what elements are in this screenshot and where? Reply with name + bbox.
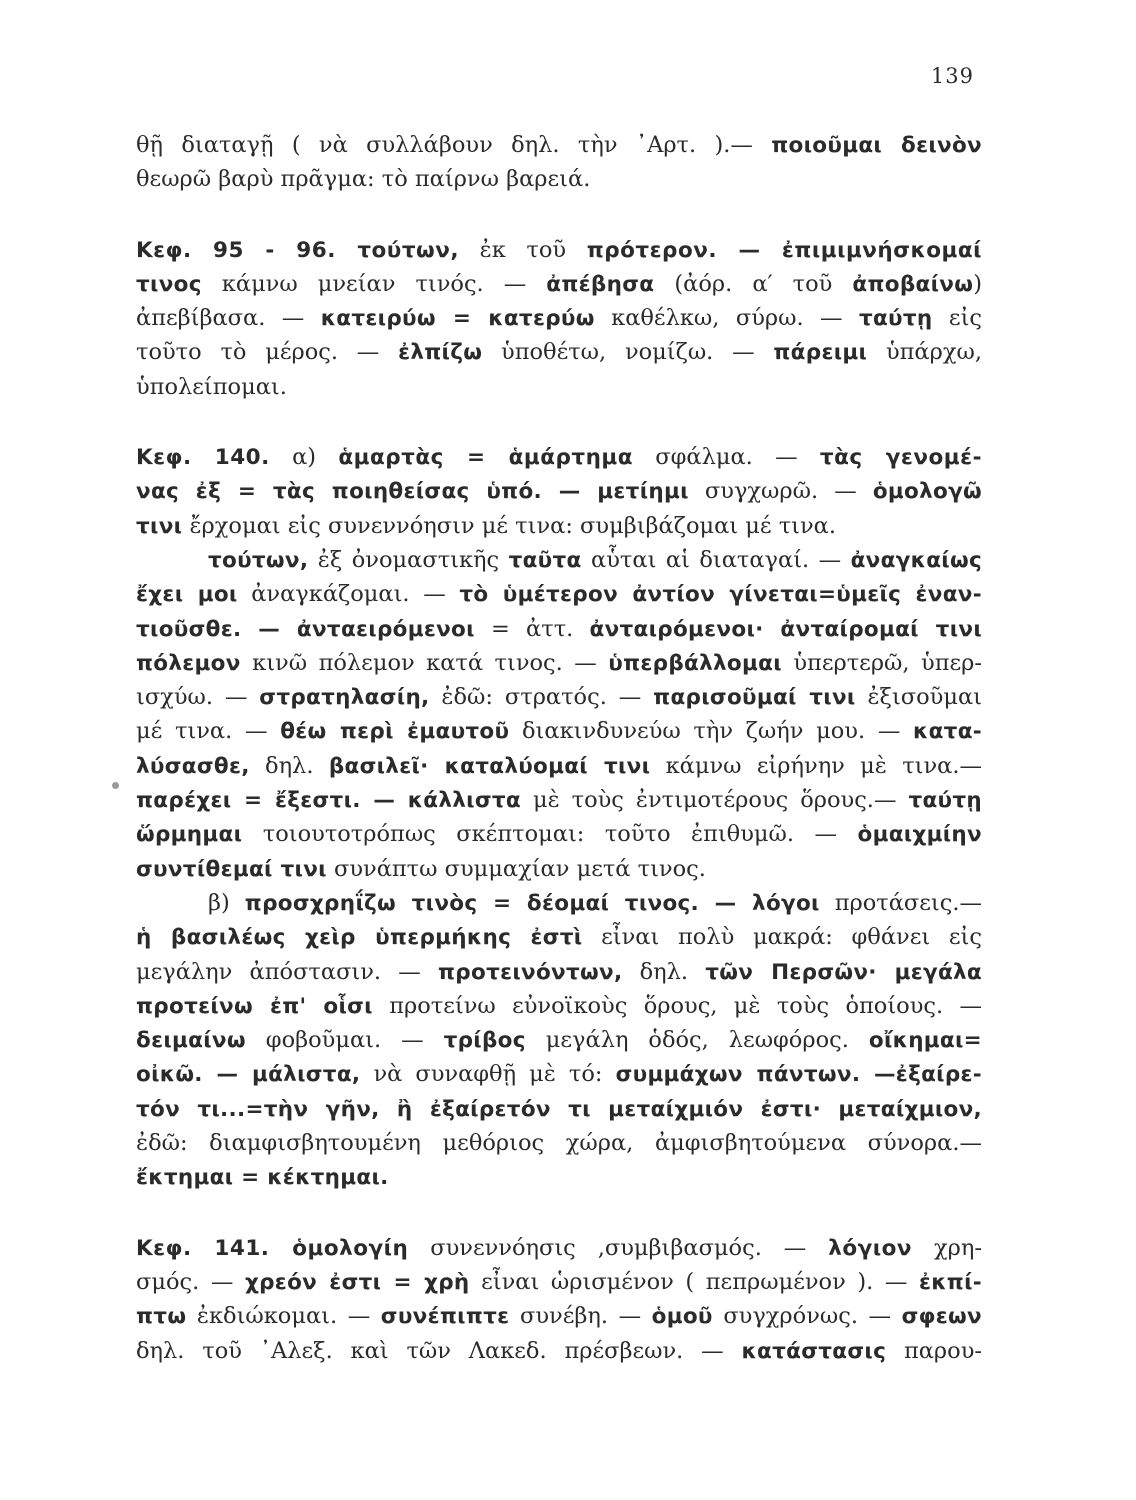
text-line: ἡ βασιλέως χεὶρ ὑπερμήκης ἐστὶ εἶναι πολὺ μακρά: φθάνει εἰς: [136, 924, 982, 951]
text-line: παρέχει = ἔξεστι. — κάλλιστα μὲ τοὺς ἐντιμοτέρους ὅρους.— ταύτῃ: [136, 787, 982, 814]
text-line: προτείνω ἐπ' οἷσι προτείνω εὐνοϊκοὺς ὅρους, μὲ τοὺς ὁποίους. —: [136, 992, 982, 1019]
text-line: θεωρῶ βαρὺ πρᾶγμα: τὸ παίρνω βαρειά.: [136, 166, 591, 193]
text-line: ἔχει μοι ἀναγκάζομαι. — τὸ ὑμέτερον ἀντίον γίνεται=ὑμεῖς ἐναν-: [136, 581, 982, 608]
text-line: λύσασθε, δηλ. βασιλεῖ· καταλύομαί τινι κάμνω εἰρήνην μὲ τινα.—: [136, 752, 982, 779]
text-line: νας ἐξ = τὰς ποιηθείσας ὑπό. — μετίημι συγχωρῶ. — ὁμολογῶ: [136, 478, 982, 505]
text-line: ὑπολείπομαι.: [136, 373, 287, 400]
text-line: τινος κάμνω μνείαν τινός. — ἀπέβησα (ἀόρ. α′ τοῦ ἀποβαίνω): [136, 270, 982, 297]
text-line: ἔκτημαι = κέκτημαι.: [136, 1165, 389, 1191]
page-body: [136, 128, 982, 1368]
text-line: ὥρμημαι τοιουτοτρόπως σκέπτομαι: τοῦτο ἐπιθυμῶ. — ὁμαιχμίην: [136, 821, 982, 848]
text-line: συντίθεμαί τινι συνάπτω συμμαχίαν μετά τινος.: [136, 855, 706, 882]
text-line: τιοῦσθε. — ἀνταειρόμενοι = ἀττ. ἀνταιρόμενοι· ἀνταίρομαί τινι: [136, 615, 982, 642]
text-line: μέ τινα. — θέω περὶ ἐμαυτοῦ διακινδυνεύω τὴν ζωήν μου. — κατα-: [136, 718, 982, 745]
text-line: πτω ἐκδιώκομαι. — συνέπιπτε συνέβη. — ὁμοῦ συγχρόνως. — σφεων: [136, 1303, 982, 1330]
text-line: Κεφ. 95 - 96. τούτων, ἐκ τοῦ πρότερον. — ἐπιμιμνήσκομαί: [136, 236, 982, 263]
text-line: τινι ἔρχομαι εἰς συνεννόησιν μέ τινα: συμβιβάζομαι μέ τινα.: [136, 512, 837, 539]
text-line: θῇ διαταγῇ ( νὰ συλλάβουν δηλ. τὴν ᾿Αρτ. ).— ποιοῦμαι δεινὸν: [136, 132, 982, 158]
text-line: οἰκῶ. — μάλιστα, νὰ συναφθῇ μὲ τό: συμμάχων πάντων. —ἐξαίρε-: [136, 1061, 982, 1088]
paragraph-gap: [136, 404, 982, 440]
text-line: τοῦτο τὸ μέρος. — ἐλπίζω ὑποθέτω, νομίζω. — πάρειμι ὑπάρχω,: [136, 339, 982, 366]
paragraph-gap: [136, 1195, 982, 1231]
text-line: τούτων, ἐξ ὀνομαστικῆς ταῦτα αὗται αἱ διαταγαί. — ἀναγκαίως: [208, 546, 982, 573]
text-line: δηλ. τοῦ ᾿Αλεξ. καὶ τῶν Λακεδ. πρέσβεων. — κατάστασις παρου-: [136, 1337, 982, 1364]
text-line: ἀπεβίβασα. — κατειρύω = κατερύω καθέλκω, σύρω. — ταύτῃ εἰς: [136, 305, 982, 332]
text-line: μεγάλην ἀπόστασιν. — προτεινόντων, δηλ. τῶν Περσῶν· μεγάλα: [136, 958, 982, 985]
page-number: 139: [930, 64, 974, 88]
text-line: ισχύω. — στρατηλασίη, ἐδῶ: στρατός. — παρισοῦμαί τινι ἐξισοῦμαι: [136, 684, 982, 711]
text-line: σμός. — χρεόν ἐστι = χρὴ εἶναι ὡρισμένον ( πεπρωμένον ). — ἐκπί-: [136, 1268, 982, 1295]
text-line: δειμαίνω φοβοῦμαι. — τρίβος μεγάλη ὁδός, λεωφόρος. οἴκημαι=: [136, 1027, 982, 1054]
margin-dot: [112, 782, 119, 789]
paragraph-gap: [136, 197, 982, 233]
text-line: τόν τι...=τὴν γῆν, ἢ ἐξαίρετόν τι μεταίχμιόν ἐστι· μεταίχμιον,: [136, 1096, 982, 1122]
text-line: Κεφ. 140. α) ἁμαρτὰς = ἁμάρτημα σφάλμα. — τὰς γενομέ-: [136, 444, 982, 471]
text-line: ἐδῶ: διαμφισβητουμένη μεθόριος χώρα, ἀμφισβητούμενα σύνορα.—: [136, 1130, 982, 1157]
text-line: Κεφ. 141. ὁμολογίη συνεννόησις ,συμβιβασμός. — λόγιον χρη-: [136, 1234, 982, 1261]
text-line: πόλεμον κινῶ πόλεμον κατά τινος. — ὑπερβάλλομαι ὑπερτερῶ, ὑπερ-: [136, 649, 982, 676]
text-line: β) προσχρηΐζω τινὸς = δέομαί τινος. — λόγοι προτάσεις.—: [208, 889, 982, 916]
